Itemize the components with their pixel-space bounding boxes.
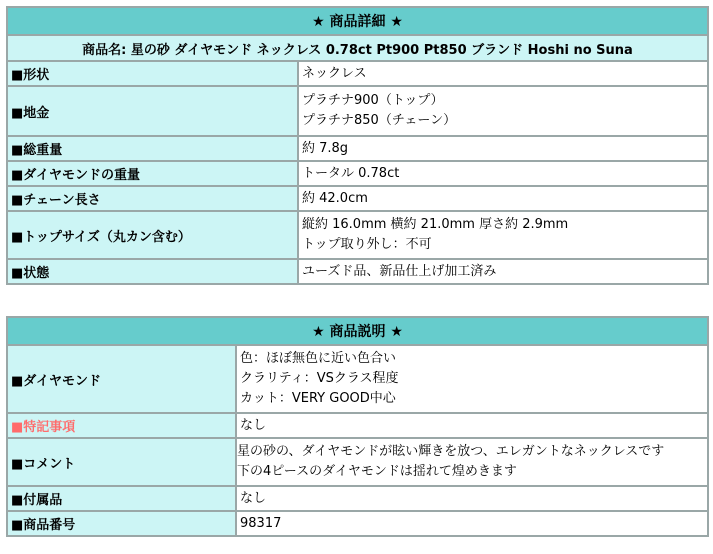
- details-title: ★ 商品詳細 ★: [7, 7, 708, 35]
- row-label: ■コメント: [7, 438, 236, 486]
- row-label-highlight: ■特記事項: [7, 413, 236, 438]
- row-value: [236, 345, 708, 413]
- details-row: [7, 211, 708, 259]
- value-line: クラリティ：VSクラス程度: [240, 371, 399, 386]
- row-value: [298, 86, 708, 136]
- product-name: 商品名: 星の砂 ダイヤモンド ネックレス 0.78ct Pt900 Pt850 ブランド Hoshi no Suna: [7, 35, 708, 61]
- row-label: ■付属品: [7, 486, 236, 511]
- description-row: [7, 413, 708, 438]
- description-row: [7, 511, 708, 536]
- product-details-table: [6, 6, 709, 285]
- row-label: ■地金: [7, 86, 298, 136]
- details-row: [7, 186, 708, 211]
- product-description-table: [6, 316, 709, 537]
- value-line: 98317: [240, 515, 282, 531]
- row-value: [298, 136, 708, 161]
- row-label: ■ダイヤモンドの重量: [7, 161, 298, 186]
- row-label: ■形状: [7, 61, 298, 86]
- value-line: なし: [240, 417, 267, 433]
- row-label: ■ダイヤモンド: [7, 345, 236, 413]
- description-title: ★ 商品説明 ★: [7, 317, 708, 345]
- row-label: ■チェーン長さ: [7, 186, 298, 211]
- value-line: 星の砂の、ダイヤモンドが眩い輝きを放つ、エレガントなネックレスです: [237, 444, 665, 459]
- value-line: プラチナ850（チェーン）: [302, 113, 457, 128]
- value-line: プラチナ900（トップ）: [302, 93, 444, 108]
- details-row: [7, 61, 708, 86]
- details-row: [7, 259, 708, 284]
- value-line: ユーズド品、新品仕上げ加工済み: [302, 263, 497, 279]
- row-value: [298, 61, 708, 86]
- row-value: [236, 413, 708, 438]
- value-line: 約 7.8g: [302, 140, 349, 156]
- row-value: [236, 486, 708, 511]
- row-value: [236, 438, 708, 486]
- details-row: [7, 161, 708, 186]
- row-label: ■総重量: [7, 136, 298, 161]
- row-value: [298, 211, 708, 259]
- row-value: [236, 511, 708, 536]
- details-row: [7, 136, 708, 161]
- value-line: トップ取り外し：不可: [302, 237, 432, 252]
- description-row: [7, 486, 708, 511]
- description-row: [7, 345, 708, 413]
- value-line: 色：ほぼ無色に近い色合い: [240, 351, 397, 366]
- value-line: ネックレス: [302, 65, 367, 81]
- row-value: [298, 259, 708, 284]
- description-row: [7, 438, 708, 486]
- row-value: [298, 161, 708, 186]
- details-row: [7, 86, 708, 136]
- value-line: 縦約 16.0mm 横約 21.0mm 厚さ約 2.9mm: [302, 217, 569, 232]
- row-label: ■状態: [7, 259, 298, 284]
- value-line: なし: [240, 490, 267, 506]
- value-line: トータル 0.78ct: [302, 165, 400, 181]
- row-label: ■トップサイズ（丸カン含む）: [7, 211, 298, 259]
- row-label: ■商品番号: [7, 511, 236, 536]
- value-line: 下の4ピースのダイヤモンドは揺れて煌めきます: [237, 464, 517, 479]
- value-line: 約 42.0cm: [302, 190, 368, 206]
- row-value: [298, 186, 708, 211]
- value-line: カット：VERY GOOD中心: [240, 391, 396, 406]
